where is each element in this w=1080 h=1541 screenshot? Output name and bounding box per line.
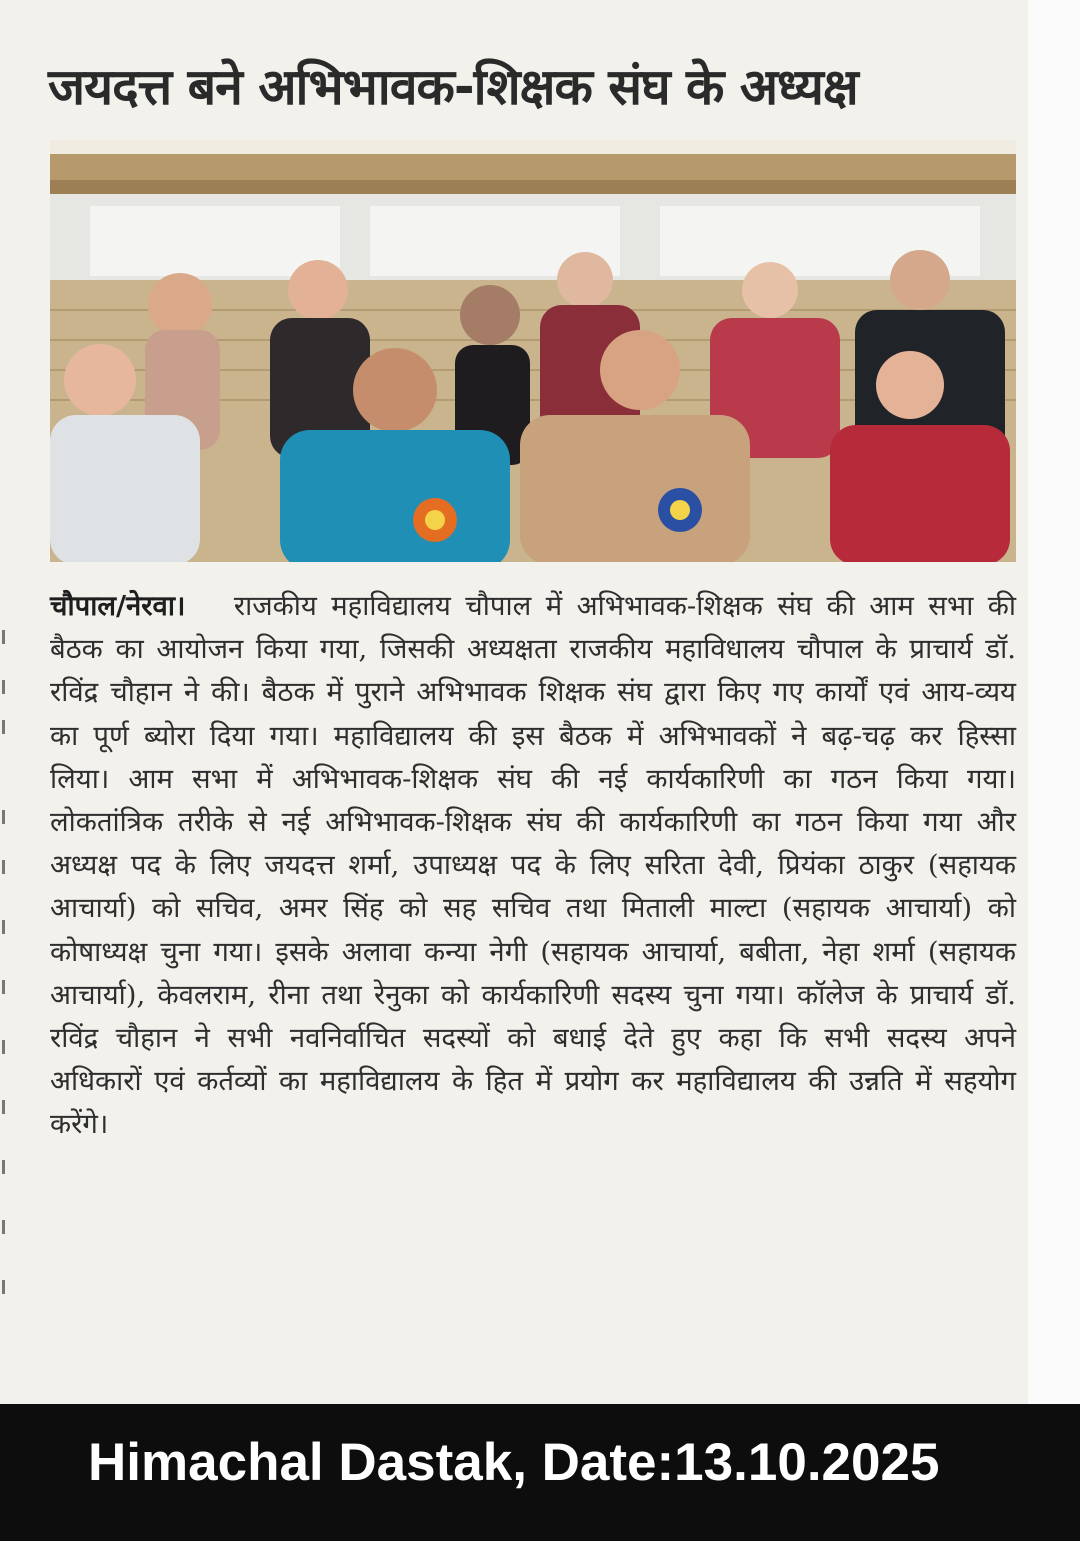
page-margin xyxy=(1028,0,1080,1404)
article-headline: जयदत्त बने अभिभावक-शिक्षक संघ के अध्यक्ष xyxy=(48,58,858,116)
group-photo xyxy=(50,140,1016,562)
article-body xyxy=(50,585,1016,1147)
article-body-text: राजकीय महाविद्यालय चौपाल में अभिभावक-शिक्षक संघ की आम सभा की बैठक का आयोजन किया गया, जिसकी अध्यक्षता राजकीय महाविधालय चौपाल के प्राचार्य डॉ. रविंद्र चौहान ने की। बैठक में पुराने अभिभावक शिक्षक संघ द्वारा किए गए कार्यों एवं आय-व्यय का पूर्ण ब्योरा दिया गया। महाविद्यालय की इस बैठक में अभिभावकों ने बढ़-चढ़ कर हिस्सा लिया। आम सभा में अभिभावक-शिक्षक संघ की नई कार्यकारिणी का गठन किया गया। लोकतांत्रिक तरीके से नई अभिभावक-शिक्षक संघ की कार्यकारिणी का गठन किया गया और अध्यक्ष पद के लिए जयदत्त शर्मा, उपाध्यक्ष पद के लिए सरिता देवी, प्रियंका ठाकुर (सहायक आचार्या) को सचिव, अमर सिंह को सह सचिव तथा मिताली माल्टा (सहायक आचार्या) को कोषाध्यक्ष चुना गया। इसके अलावा कन्या नेगी (सहायक आचार्या, बबीता, नेहा शर्मा (सहायक आचार्या), केवलराम, रीना तथा रेनुका को कार्यकारिणी सदस्य चुना गया। कॉलेज के प्राचार्य डॉ. रविंद्र चौहान ने सभी नवनिर्वाचित सदस्यों को बधाई देते हुए कहा कि सभी सदस्य अपने अधिकारों एवं कर्तव्यों का महाविद्यालय के हित में प्रयोग कर महाविद्यालय की उन्नति में सहयोग करेंगे। xyxy=(50,590,1016,1141)
source-caption: Himachal Dastak, Date:13.10.2025 xyxy=(88,1433,940,1492)
adjacent-column-edge xyxy=(0,560,8,1360)
dateline: चौपाल/नेरवा। xyxy=(50,590,186,622)
